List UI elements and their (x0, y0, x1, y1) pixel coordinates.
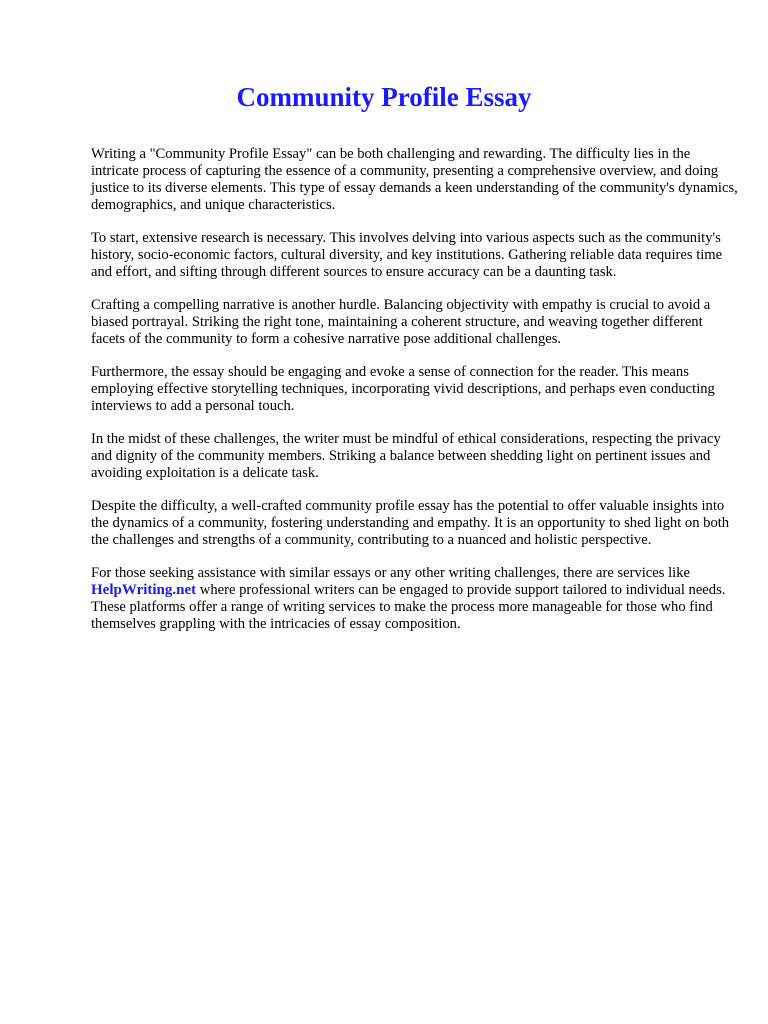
paragraph-4: Furthermore, the essay should be engaging and evoke a sense of connection for the reader. This means employing effective storytelling techniques, incorporating vivid descriptions, and perhaps even conducting interviews to add a personal touch. (91, 364, 715, 414)
paragraph-7-lead-text: For those seeking assistance with similar essays or any other writing challenges, there are services like (91, 565, 690, 581)
paragraph-5: In the midst of these challenges, the writer must be mindful of ethical considerations, respecting the privacy and dignity of the community members. Striking a balance between shedding light on pertinent issues and avoiding exploitation is a delicate task. (91, 431, 721, 481)
paragraph-1: Writing a "Community Profile Essay" can be both challenging and rewarding. The difficulty lies in the intricate process of capturing the essence of a community, presenting a comprehensive overview, and doing justice to its diverse elements. This type of essay demands a keen understanding of the community's dynamics, demographics, and unique characteristics. (91, 146, 738, 213)
paragraph-2: To start, extensive research is necessary. This involves delving into various aspects such as the community's history, socio-economic factors, cultural diversity, and key institutions. Gathering reliable data requires time and effort, and sifting through different sources to ensure accuracy can be a daunting task. (91, 230, 723, 280)
paragraph-3: Crafting a compelling narrative is another hurdle. Balancing objectivity with empathy is crucial to avoid a biased portrayal. Striking the right tone, maintaining a coherent structure, and weaving together different facets of the community to form a cohesive narrative pose additional challenges. (91, 297, 711, 347)
document-body (91, 146, 739, 649)
helpwriting-link[interactable]: HelpWriting.net (91, 582, 197, 598)
paragraph-7 (91, 565, 739, 633)
document-title: Community Profile Essay (236, 82, 532, 112)
paragraph-6: Despite the difficulty, a well-crafted community profile essay has the potential to offer valuable insights into the dynamics of a community, fostering understanding and empathy. It is an opportunity to shed light on both the challenges and strengths of a community, contributing to a nuanced and holistic perspective. (91, 498, 730, 548)
paragraph-7-trailing-text: where professional writers can be engaged to provide support tailored to individual needs. These platforms offer a range of writing services to make the process more manageable for those who find themselves grappling with the intricacies of essay composition. (91, 582, 726, 632)
